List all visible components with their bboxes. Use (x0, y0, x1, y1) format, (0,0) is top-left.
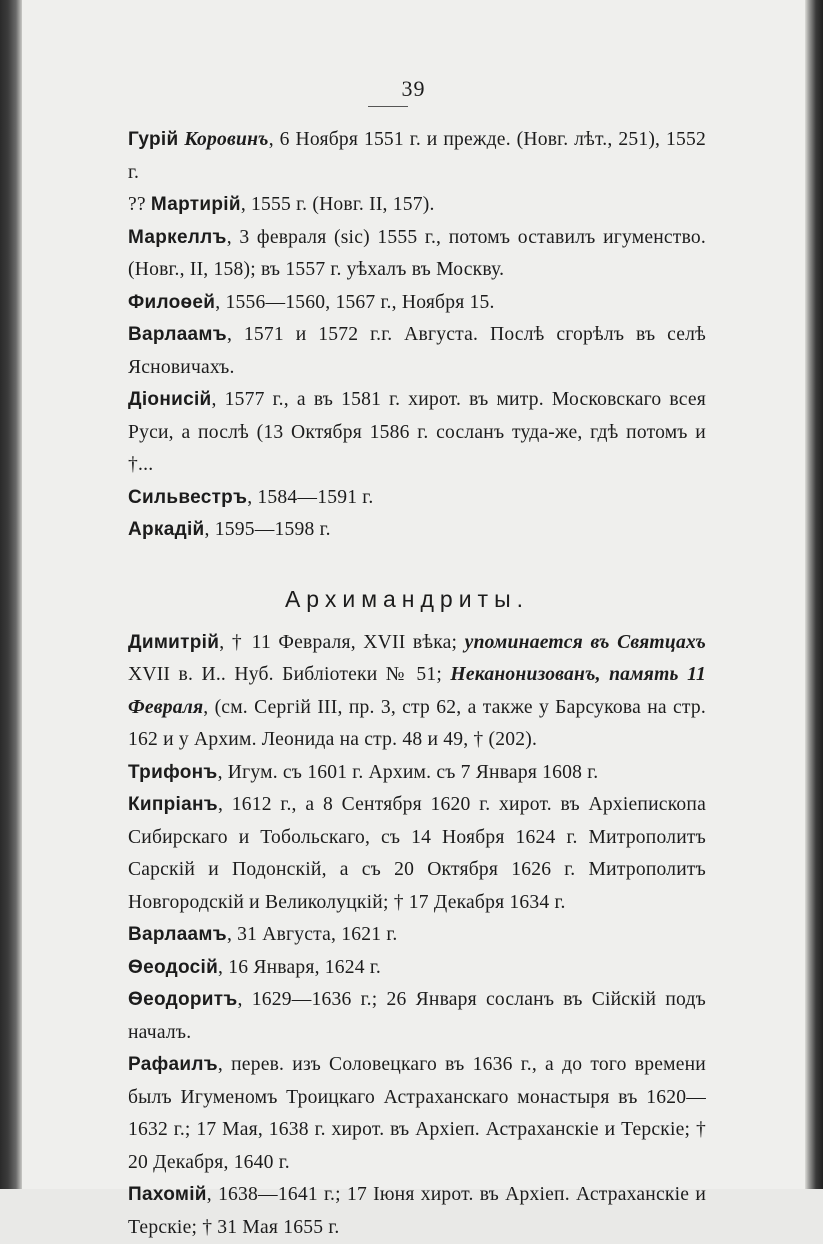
entry-text: , перев. изъ Соловецкаго въ 1636 г., а до того времени былъ Игуменомъ Троицкаго Астраханскаго монастыря въ 1620—1632 г.; 17 Мая, 1638 г. хирот. въ Архіеп. Астраханскіе и Терскіе; † 20 Декабря, 1640 г. (128, 1054, 706, 1173)
hegumen-entry (108, 189, 706, 222)
entry-text: , 1638—1641 г.; 17 Іюня хирот. въ Архіеп. Астраханскіе и Терскіе; † 31 Мая 1655 г. (128, 1184, 706, 1238)
hegumen-entry (108, 287, 706, 320)
entry-italic-text: упоминается въ Святцахъ (465, 632, 706, 653)
entry-text: , Игум. съ 1601 г. Архим. съ 7 Января 1608 г. (218, 762, 599, 783)
archimandrite-entry (108, 919, 706, 952)
entry-text: , 1556—1560, 1567 г., Ноября 15. (215, 292, 494, 313)
archimandrite-list (108, 627, 706, 1244)
hegumen-entry (108, 384, 706, 482)
hegumen-list (108, 124, 706, 547)
entry-name: Филоѳей (128, 292, 215, 313)
entry-text: , 1595—1598 г. (205, 519, 331, 540)
hegumen-entry (108, 514, 706, 547)
entry-text: , 6 Ноября 1551 г. и прежде. (Новг. лѣт., 251), 1552 г. (128, 129, 706, 183)
archimandrite-entry (108, 1049, 706, 1179)
archimandrites-heading: Архимандриты. (108, 583, 706, 615)
entry-text: , 1584—1591 г. (247, 487, 373, 508)
entry-italic-text: Неканонизованъ, память 11 Февраля (128, 664, 706, 718)
archimandrite-entry (108, 984, 706, 1049)
entry-prefix: ?? (128, 194, 151, 215)
entry-name: Діонисій (128, 389, 212, 410)
entry-name: Трифонъ (128, 762, 218, 783)
entry-text: , 1571 и 1572 г.г. Августа. Послѣ сгорѣлъ въ селѣ Ясновичахъ. (128, 324, 706, 378)
entry-text: , 3 февраля (sic) 1555 г., потомъ оставилъ игуменство. (Новг., II, 158); въ 1557 г. уѣхалъ въ Москву. (128, 227, 706, 281)
archimandrite-entry (108, 952, 706, 985)
entry-name: Мартирій (151, 194, 241, 215)
book-edge-right (805, 0, 823, 1189)
entry-text: XVII в. И.. Нуб. Библіотеки № 51; (128, 664, 450, 685)
entry-name: Ѳеодоритъ (128, 989, 238, 1010)
page-number: 39 (22, 76, 805, 102)
entry-text: , † 11 Февраля, XVII вѣка; (219, 632, 464, 653)
entry-name: Ѳеодосій (128, 957, 218, 978)
entry-text: , (см. Сергій III, пр. 3, стр 62, а также у Барсукова на стр. 162 и у Архим. Леонида на стр. 48 и 49, † (202). (128, 697, 706, 751)
entry-text: , 16 Января, 1624 г. (218, 957, 381, 978)
page-body (108, 124, 706, 1244)
hegumen-entry (108, 222, 706, 287)
entry-text: , 1629—1636 г.; 26 Января сосланъ въ Сійскій подъ началъ. (128, 989, 706, 1043)
entry-name: Димитрій (128, 632, 219, 653)
entry-text: , 1612 г., а 8 Сентября 1620 г. хирот. въ Архіепископа Сибирскаго и Тобольскаго, съ 14 Ноября 1624 г. Митрополитъ Сарскій и Подонскій, а съ 20 Октября 1626 г. Митрополитъ Новгородскій и Великолуцкій; † 17 Декабря 1634 г. (128, 794, 706, 913)
entry-name: Сильвестръ (128, 487, 247, 508)
entry-name: Варлаамъ (128, 924, 227, 945)
entry-text: , 31 Августа, 1621 г. (227, 924, 398, 945)
archimandrite-entry (108, 627, 706, 757)
archimandrite-entry (108, 789, 706, 919)
entry-name: Варлаамъ (128, 324, 227, 345)
entry-name: Рафаилъ (128, 1054, 218, 1075)
entry-name: Маркеллъ (128, 227, 227, 248)
entry-text: , 1555 г. (Новг. II, 157). (241, 194, 435, 215)
hegumen-entry (108, 482, 706, 515)
page-number-rule (368, 106, 408, 107)
entry-name: Гурій (128, 129, 178, 150)
hegumen-entry (108, 124, 706, 189)
entry-name: Пахомій (128, 1184, 207, 1205)
book-page (22, 0, 805, 1189)
book-gutter-left (0, 0, 22, 1189)
entry-italic-text: Коровинъ (184, 129, 268, 150)
archimandrite-entry (108, 757, 706, 790)
hegumen-entry (108, 319, 706, 384)
entry-name: Аркадій (128, 519, 205, 540)
entry-name: Кипріанъ (128, 794, 218, 815)
entry-text: , 1577 г., а въ 1581 г. хирот. въ митр. Московскаго всея Руси, а послѣ (13 Октября 1586 г. сосланъ туда-же, гдѣ потомъ и †... (128, 389, 706, 475)
